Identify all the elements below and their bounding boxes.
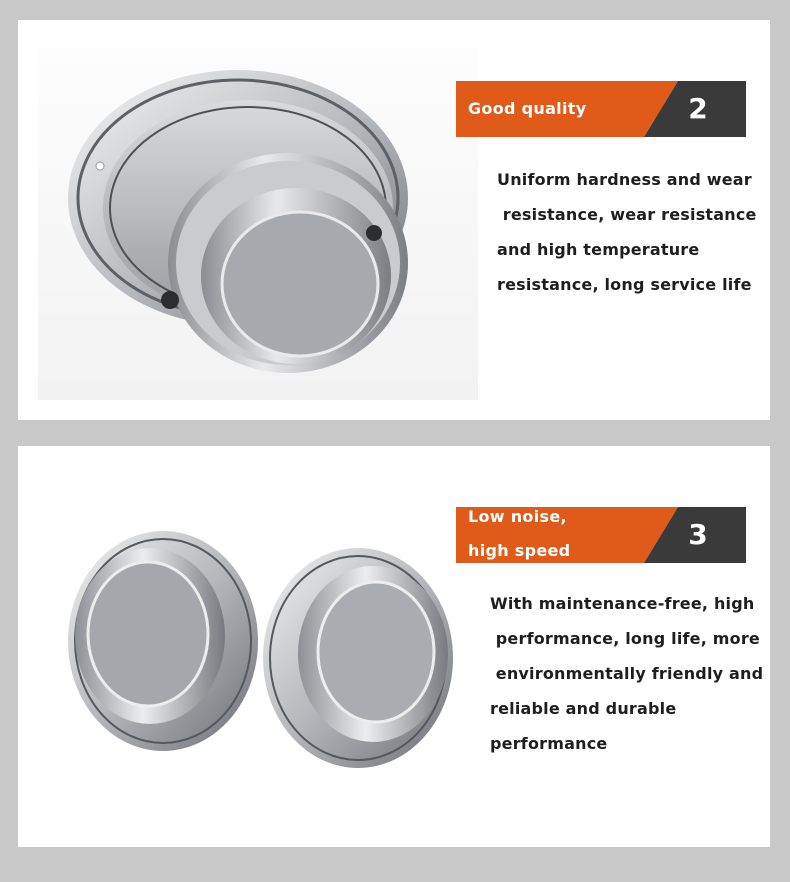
feature-panel-good-quality <box>18 20 770 420</box>
description-line: reliable and durable <box>490 699 677 718</box>
description-line: performance, long life, more <box>490 629 760 648</box>
description-line: resistance, long service life <box>497 275 752 294</box>
banner-label <box>468 500 658 568</box>
feature-description <box>490 586 763 761</box>
banner-number: 3 <box>688 518 708 551</box>
twin-bearing-product-photo <box>38 486 478 806</box>
section-banner <box>456 507 746 563</box>
description-line: environmentally friendly and <box>490 664 764 683</box>
section-banner <box>456 81 746 137</box>
bearing-product-photo <box>38 48 478 400</box>
description-line: Uniform hardness and wear <box>497 170 752 189</box>
description-line: and high temperature <box>497 240 700 259</box>
feature-panel-low-noise <box>18 446 770 847</box>
feature-description <box>497 162 757 302</box>
description-line: performance <box>490 734 608 753</box>
description-line: resistance, wear resistance <box>497 205 757 224</box>
banner-label-line: Low noise, <box>468 507 567 526</box>
banner-label: Good quality <box>468 99 587 118</box>
description-line: With maintenance-free, high <box>490 594 755 613</box>
banner-label-line: high speed <box>468 541 571 560</box>
banner-number: 2 <box>688 92 708 125</box>
